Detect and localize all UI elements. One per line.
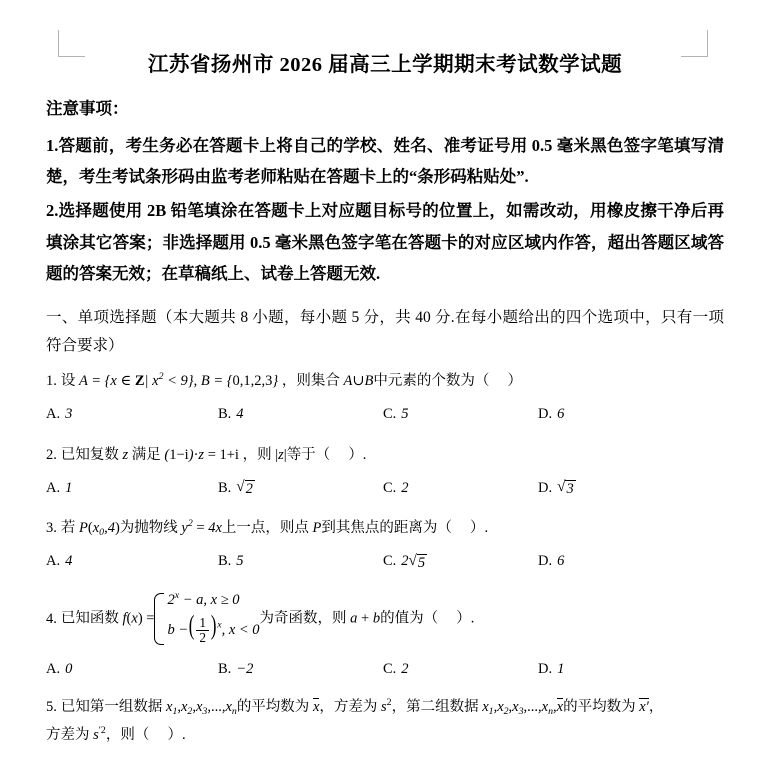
question-4-blank [442,610,457,626]
option-value-sqrt3: √ 3 [557,477,574,497]
question-4-option-b[interactable] [218,658,383,680]
option-value: 2 [401,479,409,496]
option-label: B. [218,660,232,677]
question-1-options [46,403,724,425]
question-4-mid: 为奇函数，则 [259,610,347,627]
option-value: 1 [65,479,73,496]
question-4-case-1: 2$^x$ − a, x ≥ 0 [167,589,240,608]
question-1-set-a: A = {x ∈ Z| $x^2 < 9$}, [79,370,198,390]
option-value: 2 [401,660,409,677]
option-label: C. [383,406,397,423]
page-title: 江苏省扬州市 2026 届高三上学期期末考试数学试题 [147,54,623,76]
question-2-option-a[interactable] [46,477,218,499]
option-label: B. [218,479,232,496]
brace-icon [154,593,164,645]
question-1-number: 1. [46,373,57,390]
question-5-part-3: ，方差为 [319,699,378,716]
question-5-blank [153,727,168,743]
question-5-part-1: 已知第一组数据 [60,699,163,716]
question-3-parabola: $y^2 = 4x$ [181,517,222,537]
question-5-line2-end: ）. [167,726,186,743]
question-4-function-label: f(x) = [122,610,155,627]
question-1-tail: 中元素的个数为（ [373,373,490,390]
option-label: D. [538,660,553,677]
question-4-option-c[interactable] [383,658,538,680]
question-1-tail-end: ） [507,373,522,390]
notice-heading: 注意事项： [46,98,129,118]
question-5-mean-1: x [312,699,320,716]
question-3-lead: 若 [60,520,76,537]
question-3-tail-end: ）. [470,520,489,537]
question-5-dataset-2: $x_1,x_2,x_3,...,x_n,x$ [482,699,564,717]
question-3-tail: 到其焦点的距离为（ [321,520,452,537]
option-label: C. [383,660,397,677]
question-4-option-d[interactable] [538,658,564,680]
question-4-number: 4. [46,610,57,627]
option-label: A. [46,553,61,570]
question-5-part-5: 的平均数为 [563,699,636,716]
question-5-part-6: ， [648,699,664,716]
question-5-part-4: ，第二组数据 [391,699,479,716]
option-value: 6 [557,406,565,423]
question-3-option-c[interactable] [383,550,538,572]
question-4-piecewise [154,589,260,645]
option-value: 6 [557,553,565,570]
question-2 [46,440,724,499]
question-1-option-c[interactable] [383,403,538,425]
question-2-text [61,444,724,466]
question-1-option-b[interactable] [218,403,383,425]
question-2-then: ，则 [242,446,272,463]
option-value-2sqrt5: 2 √ 5 [401,552,426,572]
question-4-tail: 的值为（ [380,610,439,627]
question-1-set-b: B = {0,1,2,3} [200,373,282,390]
question-3-option-d[interactable] [538,550,564,572]
question-3-mid: 为抛物线 [119,520,178,537]
option-label: A. [46,660,61,677]
question-1-option-d[interactable] [538,403,564,425]
question-4-lead: 已知函数 [60,610,119,627]
option-label: D. [538,553,553,570]
option-value: 3 [65,406,73,423]
option-value: 4 [65,553,73,570]
option-label: A. [46,406,61,423]
question-1-union: A∪B [343,373,374,390]
question-4 [46,587,724,680]
question-5-line-2 [46,722,724,750]
question-3-option-a[interactable] [46,550,218,572]
question-2-modulus: |z| [275,446,287,463]
question-2-options [46,477,724,499]
question-2-equation: (1−i)·z = 1+i [164,446,239,463]
notice-item-2: 2.选择题使用 2B 铅笔填涂在答题卡上对应题目标号的位置上，如需改动，用橡皮擦干净后再填涂其它答案；非选择题用 0.5 毫米黑色签字笔在答题卡的对应区域内作答，超出答题区域答题的答案无效；在草稿纸上、试卷上答题无效. [46,200,724,284]
question-2-blank [334,447,349,463]
question-5-variance-2: $s^{'2}$ [93,724,106,743]
option-label: D. [538,406,553,423]
question-5-variance-1: $s^2$ [381,697,392,716]
question-3-point-p: P [312,520,322,537]
question-5 [46,694,724,749]
question-5-dataset-1: $x_1,x_2,x_3,...,x_n$ [166,699,237,717]
question-2-variable-z: z [122,446,129,463]
option-value: 0 [65,660,73,677]
question-2-tail-end: ）. [348,446,367,463]
option-label: A. [46,479,61,496]
question-3-number: 3. [46,520,57,537]
question-4-expression-ab: a + b [350,610,381,627]
notice-item-1: 1.答题前，考生务必在答题卡上将自己的学校、姓名、准考证号用 0.5 毫米黑色签字笔填写清楚，考生考试条形码由监考老师粘贴在答题卡上的“条形码粘贴处”. [46,135,724,187]
question-5-part-2: 的平均数为 [236,699,310,716]
question-3-option-b[interactable] [218,550,383,572]
question-3-mid2: 上一点，则点 [221,520,309,537]
question-2-option-c[interactable] [383,477,538,499]
question-2-mid: 满足 [131,446,161,463]
question-2-option-d[interactable] [538,477,576,499]
question-3-point: $P(x_0,4)$ [79,520,120,538]
question-1-connector: ，则集合 [281,373,340,390]
question-3-options [46,550,724,572]
question-2-number: 2. [46,446,57,463]
question-1-text [61,370,724,392]
question-4-case-2: b −( $\frac{1}{2}$ )$^x$, x < 0 [167,608,260,645]
question-2-tail: 等于（ [286,446,331,463]
question-3-text [61,517,724,539]
question-1-blank [493,373,508,389]
question-4-text [60,589,724,645]
question-2-option-b[interactable] [218,477,383,499]
option-value: −2 [236,660,254,677]
question-5-mean-2: x′ [639,699,649,716]
option-value-sqrt2: √ 2 [236,477,253,497]
question-1-option-a[interactable] [46,403,218,425]
question-5-line2-pre: 方差为 [46,726,90,743]
option-label: D. [538,479,553,496]
option-label: B. [218,553,232,570]
option-label: C. [383,553,397,570]
option-label: B. [218,406,232,423]
question-2-lead: 已知复数 [60,446,119,463]
question-4-options [46,658,724,680]
section-heading-multiple-choice: 一、单项选择题（本大题共 8 小题，每小题 5 分，共 40 分.在每小题给出的四个选项中，只有一项符合要求） [46,308,724,355]
question-3-blank [456,520,471,536]
option-value: 1 [557,660,565,677]
question-1-lead: 设 [60,373,76,390]
question-1 [46,366,724,425]
document-content [46,52,724,749]
question-4-option-a[interactable] [46,658,218,680]
question-3 [46,513,724,572]
question-4-tail-end: ）. [456,610,475,627]
question-5-line2-post: ，则（ [105,726,150,743]
option-value: 4 [236,406,244,423]
question-5-number: 5. [46,699,57,716]
option-value: 5 [401,406,409,423]
question-5-line-1 [46,694,724,722]
option-label: C. [383,479,397,496]
option-value: 5 [236,553,244,570]
